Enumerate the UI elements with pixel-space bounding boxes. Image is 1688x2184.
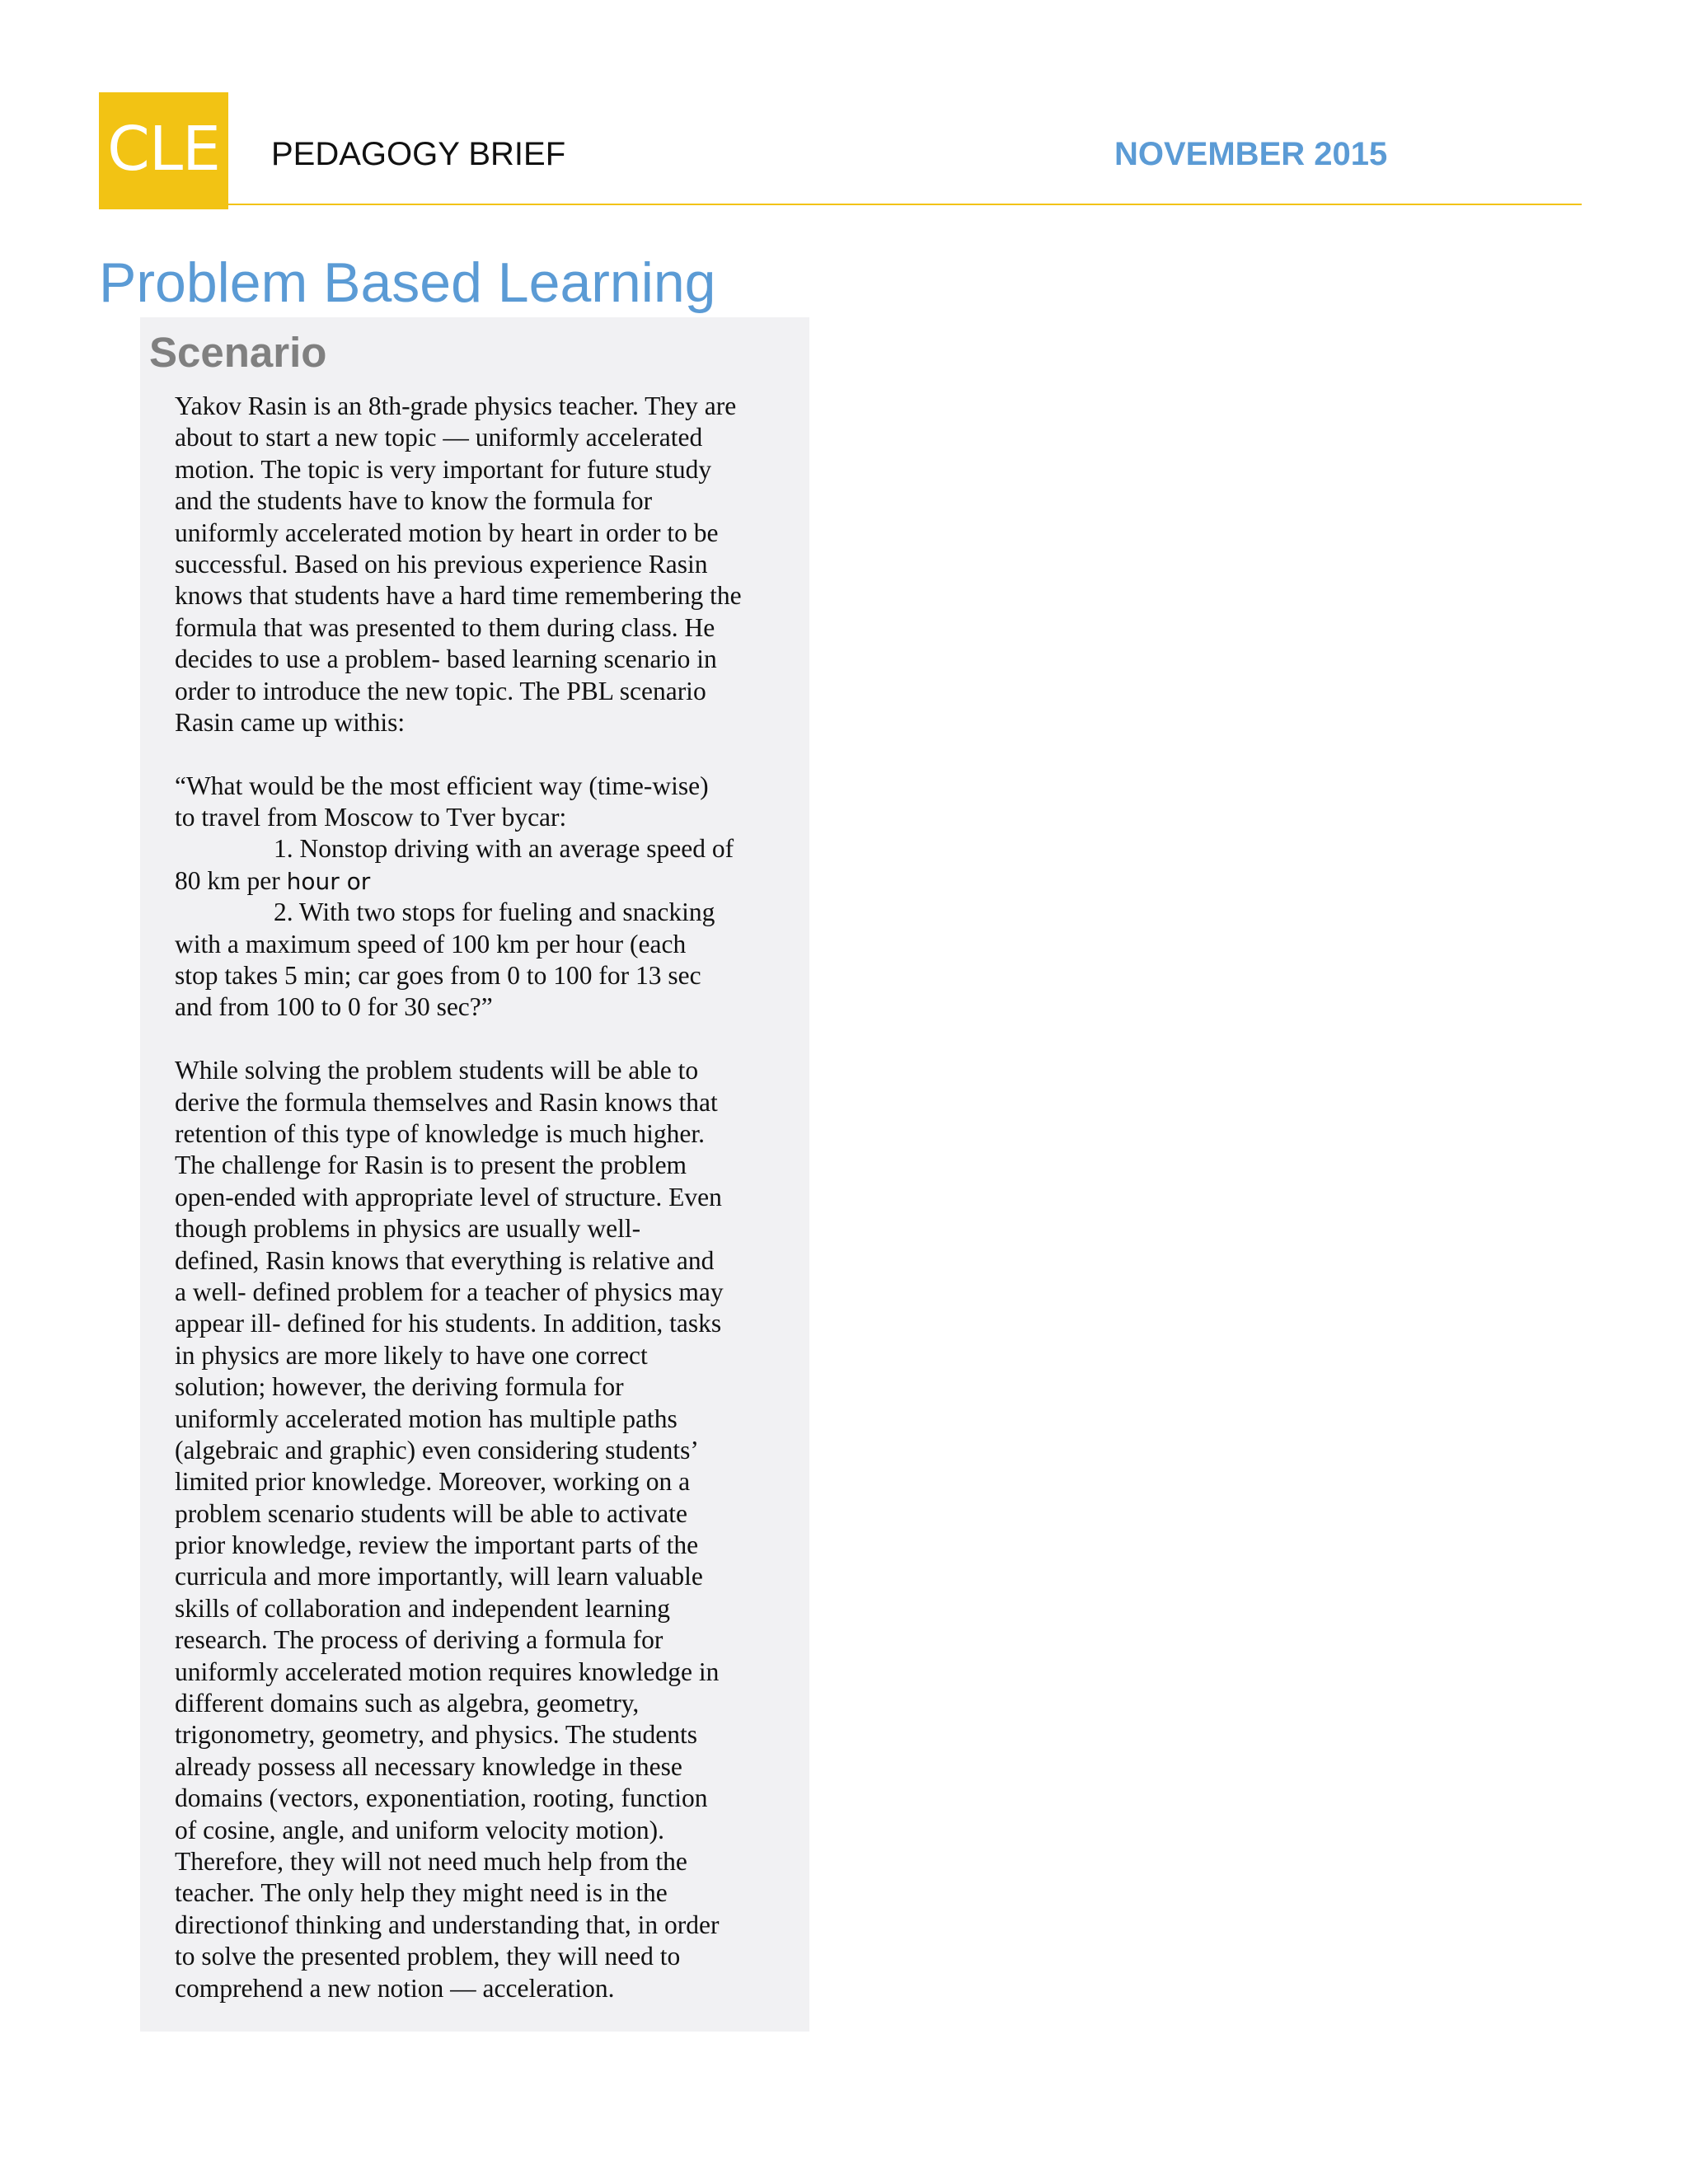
paragraph-gap (175, 738, 801, 770)
scenario-body (175, 391, 801, 2004)
paragraph-line: solution; however, the deriving formula for (175, 1372, 624, 1402)
issue-date: NOVEMBER 2015 (1114, 136, 1388, 172)
option-1-cont-serif: 80 km per (175, 865, 287, 895)
paragraph-line: already possess all necessary knowledge in these (175, 1751, 682, 1781)
brief-type-label: PEDAGOGY BRIEF (271, 136, 566, 172)
paragraph-line: comprehend a new notion — acceleration. (175, 1973, 615, 2003)
paragraph-line: While solving the problem students will be able to (175, 1056, 699, 1085)
option-2-continuation: with a maximum speed of 100 km per hour (each (175, 929, 687, 958)
paragraph-line: limited prior knowledge. Moreover, working on a (175, 1467, 691, 1497)
paragraph-line: Therefore, they will not need much help from the (175, 1846, 687, 1876)
paragraph-line: research. The process of deriving a formula for (175, 1625, 663, 1655)
option-1: 1. Nonstop driving with an average speed of (274, 834, 734, 864)
paragraph-line: Yakov Rasin is an 8th-grade physics teacher. They are (175, 391, 737, 420)
paragraph-line: decides to use a problem- based learning scenario in (175, 644, 717, 674)
paragraph-line: in physics are more likely to have one correct (175, 1340, 648, 1370)
paragraph-gap (175, 1024, 801, 1055)
paragraph-line: problem scenario students will be able to activate (175, 1498, 687, 1528)
option-2: 2. With two stops for fueling and snacking (274, 898, 715, 927)
paragraph-line: different domains such as algebra, geometry, (175, 1689, 640, 1718)
paragraph-line: to solve the presented problem, they will need to (175, 1942, 681, 1971)
paragraph-line: defined, Rasin knows that everything is relative and (175, 1245, 715, 1275)
paragraph-line: knows that students have a hard time remembering the (175, 581, 742, 611)
paragraph-line: uniformly accelerated motion by heart in order to be (175, 518, 719, 547)
paragraph-line: retention of this type of knowledge is much higher. (175, 1118, 705, 1148)
paragraph-line: trigonometry, geometry, and physics. The students (175, 1720, 697, 1750)
paragraph-line: order to introduce the new topic. The PBL scenario (175, 676, 706, 705)
paragraph-line: teacher. The only help they might need is in the (175, 1878, 668, 1908)
paragraph-line: (algebraic and graphic) even considering students’ (175, 1435, 699, 1465)
page-title: Problem Based Learning (99, 251, 716, 314)
paragraph-line: motion. The topic is very important for future study (175, 454, 712, 484)
logo-text: CLE (107, 114, 220, 185)
paragraph-line: Rasin came up withis: (175, 707, 406, 737)
paragraph-line: though problems in physics are usually well- (175, 1214, 641, 1244)
paragraph-line: uniformly accelerated motion has multiple paths (175, 1404, 678, 1433)
paragraph-line: The challenge for Rasin is to present the problem (175, 1151, 687, 1180)
paragraph-line: derive the formula themselves and Rasin knows that (175, 1087, 718, 1117)
option-1-continuation (175, 865, 801, 897)
paragraph-line: open-ended with appropriate level of structure. Even (175, 1182, 722, 1212)
question-line: to travel from Moscow to Tver bycar: (175, 803, 567, 832)
option-2-continuation: and from 100 to 0 for 30 sec?” (175, 992, 493, 1022)
paragraph-line: prior knowledge, review the important parts of the (175, 1530, 699, 1560)
paragraph-line: directionof thinking and understanding that, in order (175, 1910, 720, 1939)
paragraph-line: uniformly accelerated motion requires knowledge in (175, 1657, 720, 1686)
option-2-continuation: stop takes 5 min; car goes from 0 to 100 for 13 sec (175, 961, 701, 991)
paragraph-line: a well- defined problem for a teacher of physics may (175, 1277, 724, 1306)
paragraph-line: formula that was presented to them during class. He (175, 612, 715, 642)
paragraph-line: domains (vectors, exponentiation, rooting, function (175, 1783, 708, 1813)
scenario-heading: Scenario (149, 329, 327, 376)
question-line: “What would be the most efficient way (time-wise) (175, 771, 709, 800)
paragraph-line: of cosine, angle, and uniform velocity motion). (175, 1815, 664, 1844)
paragraph-line: successful. Based on his previous experience Rasin (175, 549, 708, 579)
option-1-cont-sans: hour or (286, 867, 371, 895)
paragraph-line: appear ill- defined for his students. In addition, tasks (175, 1309, 722, 1338)
header-divider (228, 204, 1582, 205)
paragraph-line: about to start a new topic — uniformly accelerated (175, 423, 703, 452)
paragraph-line: and the students have to know the formula for (175, 486, 653, 516)
paragraph-line: skills of collaboration and independent learning (175, 1593, 670, 1623)
cle-logo (99, 92, 228, 209)
paragraph-line: curricula and more importantly, will learn valuable (175, 1562, 703, 1591)
